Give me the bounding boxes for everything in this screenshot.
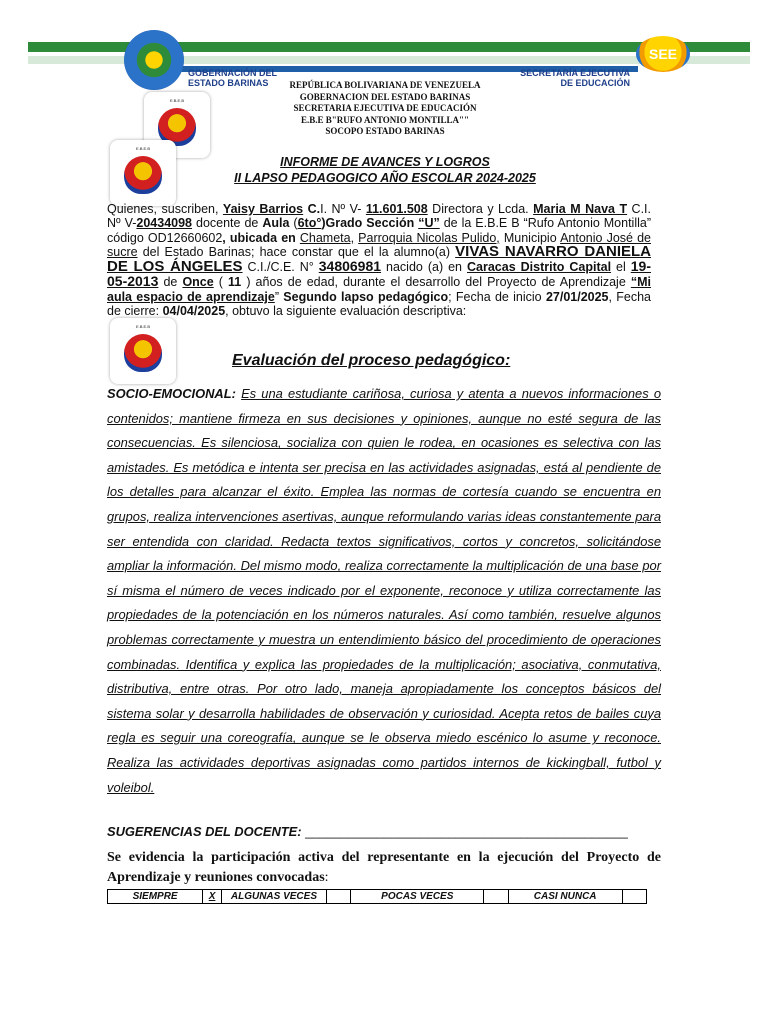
intro-text: nacido (a) en — [381, 260, 467, 275]
barinas-seal-icon — [124, 30, 184, 90]
intro-text: C. — [303, 202, 321, 216]
intro-text: de — [158, 275, 183, 290]
sec-line1: SECRETARÍA EJECUTIVA — [520, 68, 630, 78]
age-number: 11 — [228, 275, 242, 290]
intro-text: ; Fecha de inicio — [448, 289, 546, 304]
intro-text: ( — [213, 275, 229, 290]
suggestions-section — [107, 824, 628, 839]
birthplace: Caracas Distrito Capital — [467, 260, 612, 275]
intro-paragraph — [107, 202, 651, 318]
intro-text: de la E.B.E B “Rufo Antonio Montilla” código OD12660602 — [107, 216, 652, 245]
end-date: 04/04/2025 — [162, 304, 226, 319]
intro-text: Quienes, suscriben, — [107, 202, 223, 216]
gov-line2: ESTADO BARINAS — [188, 78, 269, 88]
school-shield-icon — [124, 334, 162, 372]
evaluation-title: Evaluación del proceso pedagógico: — [232, 352, 511, 369]
intro-text: el — [611, 260, 631, 275]
student-name: VIVAS NAVARRO DANIELA DE LOS ÁNGELES — [107, 242, 651, 276]
school-logo-tag: E.B.E.B — [135, 324, 150, 329]
intro-text: ” — [274, 289, 284, 304]
report-subtitle: II LAPSO PEDAGOGICO AÑO ESCOLAR 2024-2025 — [234, 171, 536, 185]
director-name: Yaisy Barrios — [222, 202, 304, 216]
mark-pocas-veces[interactable] — [484, 890, 508, 904]
start-date: 27/01/2025 — [545, 289, 609, 304]
mark-casi-nunca[interactable] — [622, 890, 646, 904]
intro-text: C.I./C.E. N° — [242, 260, 319, 275]
header-line2: GOBERNACION DEL ESTADO BARINAS — [299, 91, 471, 102]
representative-colon: : — [324, 870, 329, 885]
sec-line2: DE EDUCACIÓN — [560, 78, 630, 88]
mark-siempre[interactable]: X — [203, 890, 222, 904]
intro-text: , obtuvo la siguiente evaluación descriptiva: — [225, 304, 467, 319]
option-pocas-veces: POCAS VECES — [351, 890, 484, 904]
intro-text: C.I. Nº V- — [107, 202, 651, 231]
option-siempre: SIEMPRE — [108, 890, 203, 904]
school-logo — [110, 318, 176, 384]
intro-text: , ubicada en — [222, 230, 300, 245]
intro-text: ( — [289, 216, 298, 231]
teacher-name: Maria M Nava T — [533, 202, 628, 216]
participation-frequency-table — [107, 889, 647, 904]
header-line4: E.B.E B"RUFO ANTONIO MONTILLA"" — [300, 114, 470, 125]
project-name: “Mi aula espacio de aprendizaje — [107, 275, 651, 304]
header-line5: SOCOPO ESTADO BARINAS — [325, 126, 445, 137]
aula-label: Aula — [262, 216, 290, 231]
student-ci: 34806981 — [318, 258, 382, 275]
see-logo: SEE — [636, 36, 690, 72]
teacher-ci: 20434098 — [136, 216, 193, 231]
intro-text: )Grado Sección — [321, 216, 419, 231]
intro-text: Municipio — [499, 230, 561, 245]
intro-text: Directora y Lcda. — [427, 202, 534, 216]
mark-algunas-veces[interactable] — [326, 890, 350, 904]
header-line3: SECRETARIA EJECUTIVA DE EDUCACIÓN — [293, 103, 477, 114]
school-logo-tag: E.B.E.B — [169, 98, 184, 103]
institution-header — [220, 80, 550, 138]
parish: Parroquia Nicolas Pulido, — [358, 230, 500, 245]
header-line1: REPÚBLICA BOLIVARIANA DE VENEZUELA — [289, 80, 481, 90]
option-casi-nunca: CASI NUNCA — [508, 890, 622, 904]
representative-statement — [107, 848, 661, 888]
director-ci: 11.601.508 — [365, 202, 428, 216]
socio-label: SOCIO-EMOCIONAL: — [107, 386, 236, 401]
intro-text: , Fecha de cierre: — [107, 289, 652, 319]
report-title: INFORME DE AVANCES Y LOGROS — [280, 155, 490, 169]
representative-text: Se evidencia la participación activa del representante en la ejecución del Proyecto de Aprendizaje y reuniones convocadas — [107, 850, 661, 885]
suggestions-label: SUGERENCIAS DEL DOCENTE: — [107, 824, 302, 839]
school-logo-tag: E.B.E.B — [135, 146, 150, 151]
table-row — [108, 890, 647, 904]
intro-text: ) años de edad, durante el desarrollo del Proyecto de Aprendizaje — [241, 275, 631, 290]
lapse: Segundo lapso pedagógico — [283, 289, 449, 304]
intro-text: docente de — [192, 216, 263, 231]
intro-text: del Estado Barinas; hace constar que el la alumno(a) — [137, 244, 456, 259]
birthdate: 19-05-2013 — [107, 258, 651, 290]
socio-emotional-section — [107, 382, 661, 800]
gov-line1: GOBERNACIÓN DEL — [188, 68, 278, 78]
option-algunas-veces: ALGUNAS VECES — [221, 890, 326, 904]
place: Chameta, — [299, 230, 355, 245]
suggestions-line: _____________________________________________ — [305, 824, 628, 839]
age-word: Once — [182, 275, 214, 290]
socio-text: Es una estudiante cariñosa, curiosa y atenta a nuevos informaciones o contenidos; mantiene firmeza en sus decisiones y opiniones, aunque no esté segura de las consecuencias. Es silenciosa, socializa con quien le rodea, en ocasiones es selectiva con las amistades. Es metódica e intenta ser precisa en las actividades asignadas, está al pendiente de los detalles para alcanzar el éxito. Emplea las normas de cortesía cuando se encuentra en grupos, realiza intervenciones asertivas, aunque reformulando varias ideas constantemente para ser entendida con claridad. Redacta textos significativos, cortos y concretos, solicitándose ampliar la información. Del mismo modo, realiza correctamente la multiplicación de una base por sí misma el número de veces indicado por el exponente, reconoce y utiliza correctamente las propiedades de la potenciación en los números naturales. Así como también, resuelve algunos problemas correctamente y muestra un entendimiento básico del procedimiento de operaciones combinadas. Identifica y explica las propiedades de la multiplicación; asociativa, conmutativa, distributiva, entre otras. Por otro lado, maneja apropiadamente los conceptos básicos del sistema solar y desarrolla habilidades de observación y curiosidad. Acepta retos de bailes cuya regla es seguir una coreografía, aunque se le observa miedo escénico lo asume y reconoce. Realiza las actividades deportivas asignadas como partidos internos de kickingball, futbol y voleibol. — [107, 386, 661, 795]
grade: 6to° — [297, 216, 322, 231]
intro-text: I. Nº V- — [320, 202, 366, 216]
municipality: Antonio José de sucre — [107, 230, 651, 259]
section: “U” — [418, 216, 440, 231]
